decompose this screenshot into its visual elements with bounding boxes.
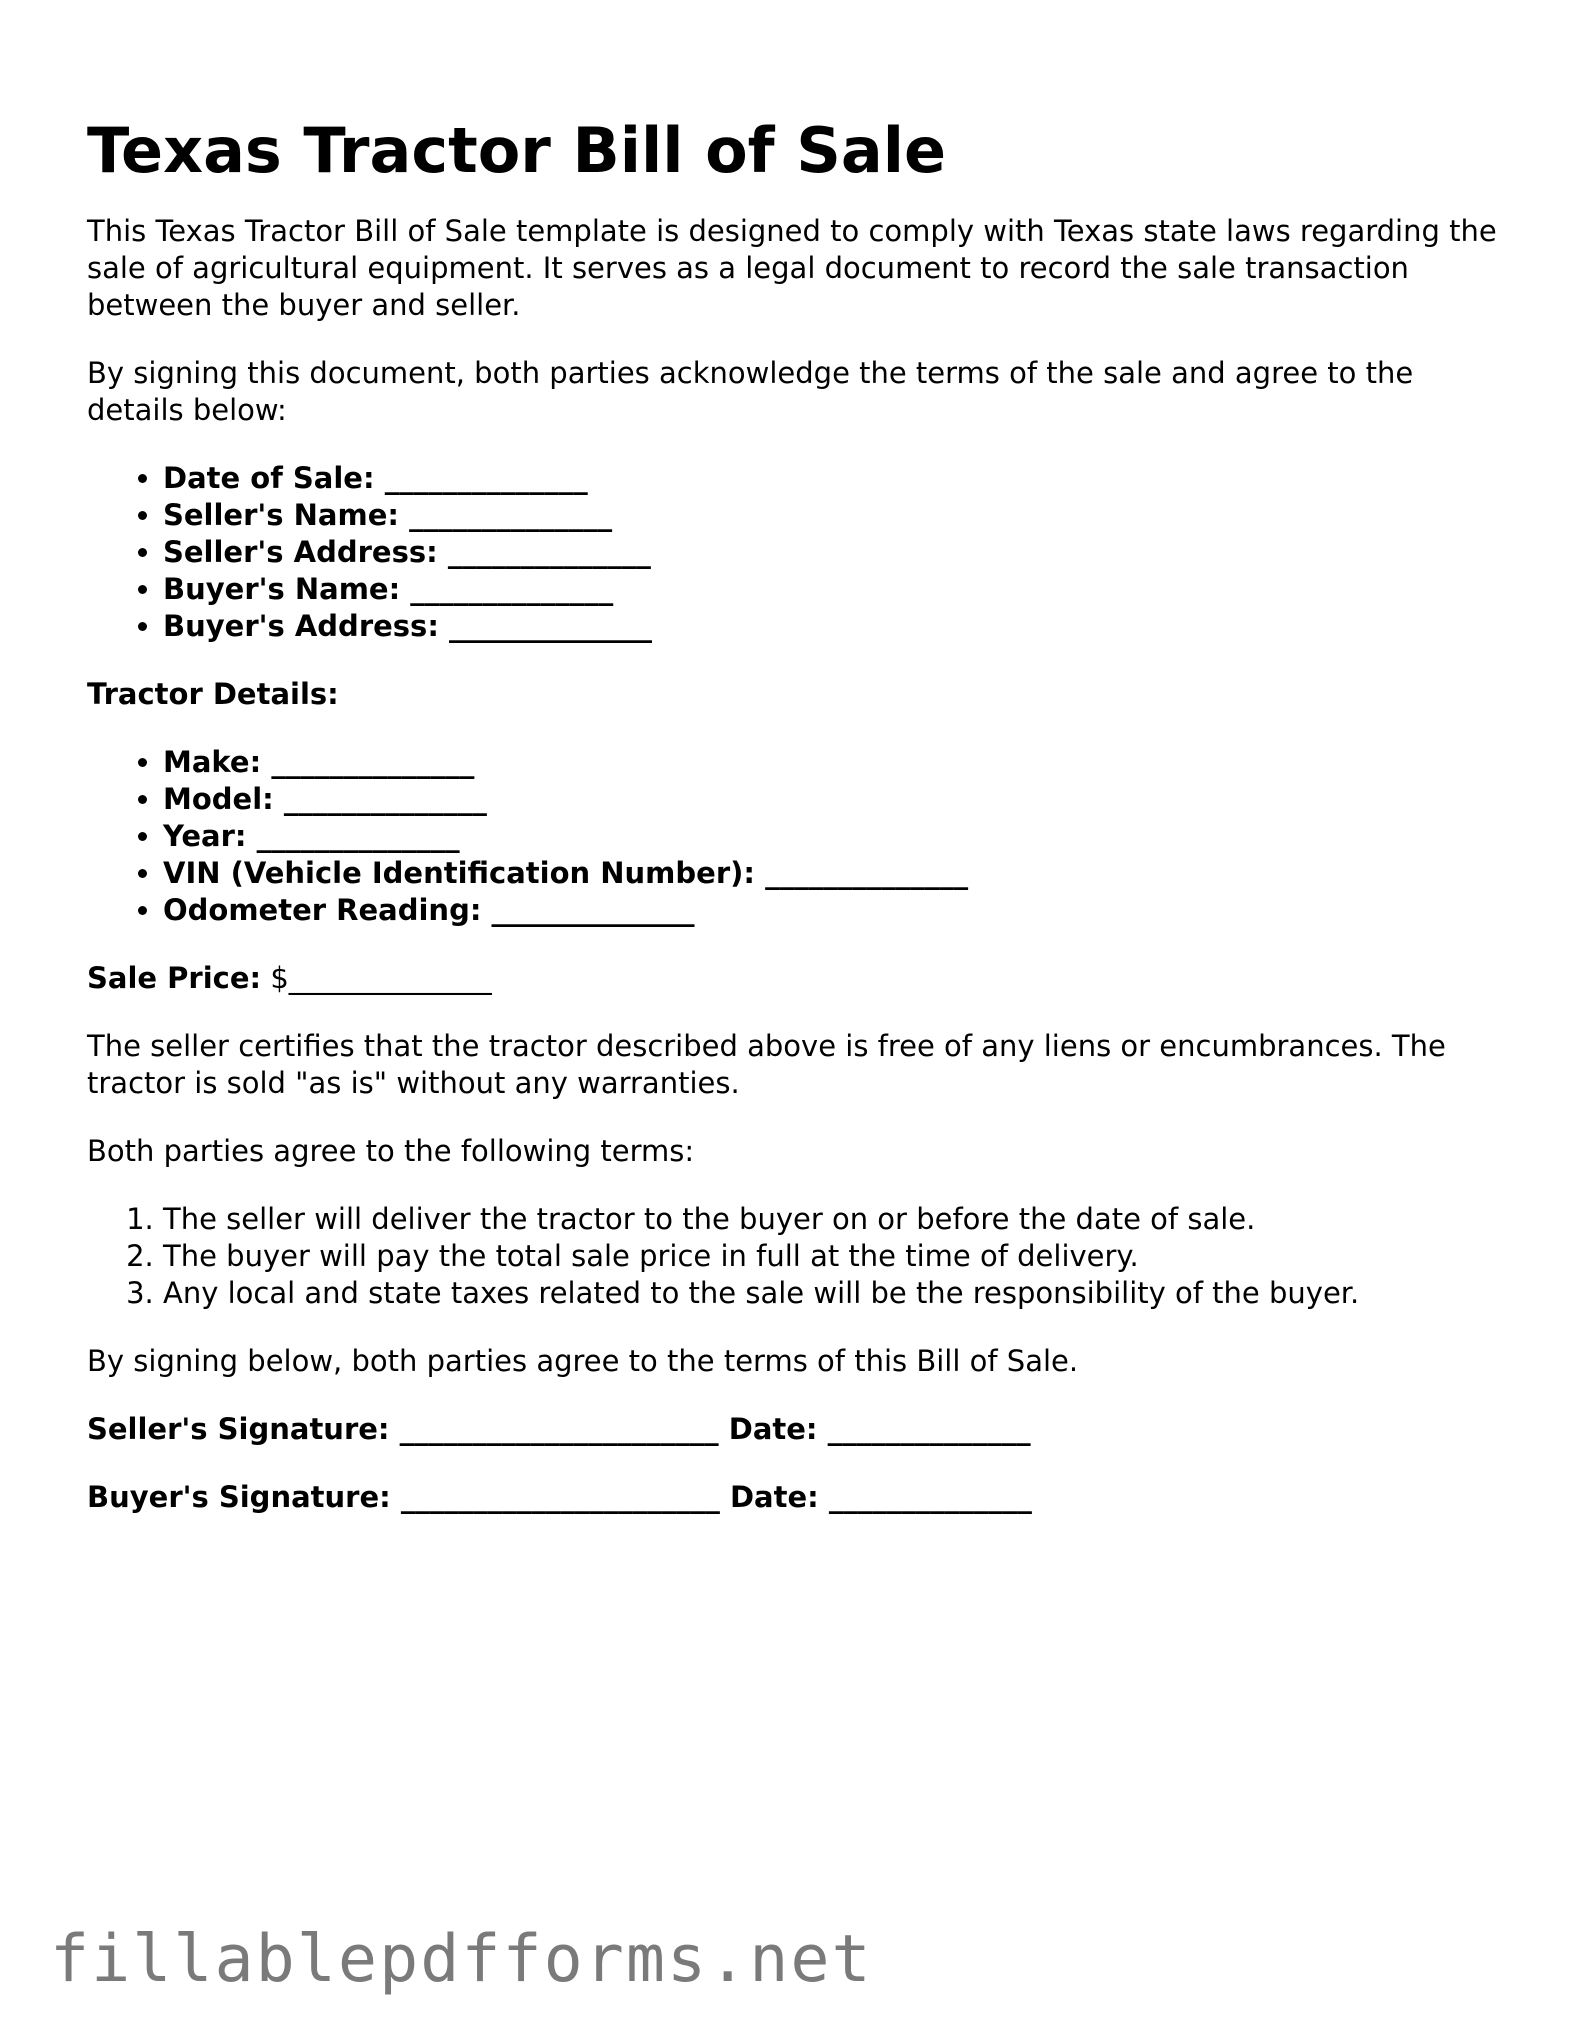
blank-line[interactable]: ______________ xyxy=(410,572,614,606)
field-buyer-address xyxy=(163,608,1507,645)
buyer-signature-label: Buyer's Signature: xyxy=(87,1480,391,1514)
field-model xyxy=(163,781,1507,818)
blank-line[interactable]: ______________ xyxy=(447,535,651,569)
field-label: Seller's Address: xyxy=(163,535,438,569)
certification-paragraph: The seller certifies that the tractor described above is free of any liens or encumbrances. The tractor is sold "as is" without any warranties. xyxy=(87,1029,1446,1100)
acknowledgement-paragraph: By signing this document, both parties acknowledge the terms of the sale and agree to the details below: xyxy=(87,356,1414,427)
page-title: Texas Tractor Bill of Sale xyxy=(87,114,947,187)
field-label: Year: xyxy=(163,819,247,853)
buyer-signature-blank[interactable]: ______________________ xyxy=(400,1480,720,1514)
field-label: Odometer Reading: xyxy=(163,893,482,927)
field-vin xyxy=(163,855,1507,892)
field-label: VIN (Vehicle Identification Number): xyxy=(163,856,755,890)
watermark: fillablepdfforms.net xyxy=(50,1922,873,1997)
field-label: Buyer's Name: xyxy=(163,572,401,606)
terms-intro: Both parties agree to the following terms: xyxy=(87,1134,695,1168)
field-make xyxy=(163,744,1507,781)
document-page xyxy=(87,108,1507,1516)
field-year xyxy=(163,818,1507,855)
blank-line[interactable]: ______________ xyxy=(271,745,475,779)
closing-paragraph: By signing below, both parties agree to the terms of this Bill of Sale. xyxy=(87,1344,1079,1378)
field-seller-name xyxy=(163,497,1507,534)
blank-line[interactable]: ______________ xyxy=(491,893,695,927)
blank-line[interactable]: ______________ xyxy=(409,498,613,532)
sale-price-row xyxy=(87,960,1507,997)
sale-price-label: Sale Price: xyxy=(87,961,262,995)
field-label: Buyer's Address: xyxy=(163,609,439,643)
tractor-fields-list xyxy=(87,744,1507,929)
term-item: 1. The seller will deliver the tractor to the buyer on or before the date of sale. xyxy=(163,1201,1507,1238)
terms-list xyxy=(87,1201,1507,1312)
field-date-of-sale xyxy=(163,460,1507,497)
seller-date-label: Date: xyxy=(728,1412,818,1446)
field-label: Date of Sale: xyxy=(163,461,375,495)
tractor-details-heading: Tractor Details: xyxy=(87,677,339,711)
party-fields-list xyxy=(87,460,1507,645)
field-label: Make: xyxy=(163,745,262,779)
sale-price-blank[interactable]: $______________ xyxy=(270,961,492,995)
blank-line[interactable]: ______________ xyxy=(384,461,588,495)
buyer-date-label: Date: xyxy=(729,1480,819,1514)
seller-date-blank[interactable]: ______________ xyxy=(827,1412,1031,1446)
blank-line[interactable]: ______________ xyxy=(765,856,969,890)
blank-line[interactable]: ______________ xyxy=(449,609,653,643)
seller-signature-label: Seller's Signature: xyxy=(87,1412,390,1446)
blank-line[interactable]: ______________ xyxy=(283,782,487,816)
blank-line[interactable]: ______________ xyxy=(256,819,460,853)
intro-paragraph: This Texas Tractor Bill of Sale template is designed to comply with Texas state laws regarding the sale of agricultural equipment. It serves as a legal document to record the sale transaction between the buyer and seller. xyxy=(87,214,1497,322)
buyer-signature-row xyxy=(87,1479,1507,1516)
term-item: 3. Any local and state taxes related to the sale will be the responsibility of the buyer. xyxy=(163,1275,1507,1312)
seller-signature-row xyxy=(87,1411,1507,1448)
field-odometer xyxy=(163,892,1507,929)
term-item: 2. The buyer will pay the total sale price in full at the time of delivery. xyxy=(163,1238,1507,1275)
field-seller-address xyxy=(163,534,1507,571)
seller-signature-blank[interactable]: ______________________ xyxy=(399,1412,719,1446)
field-label: Model: xyxy=(163,782,274,816)
field-buyer-name xyxy=(163,571,1507,608)
buyer-date-blank[interactable]: ______________ xyxy=(828,1480,1032,1514)
field-label: Seller's Name: xyxy=(163,498,399,532)
